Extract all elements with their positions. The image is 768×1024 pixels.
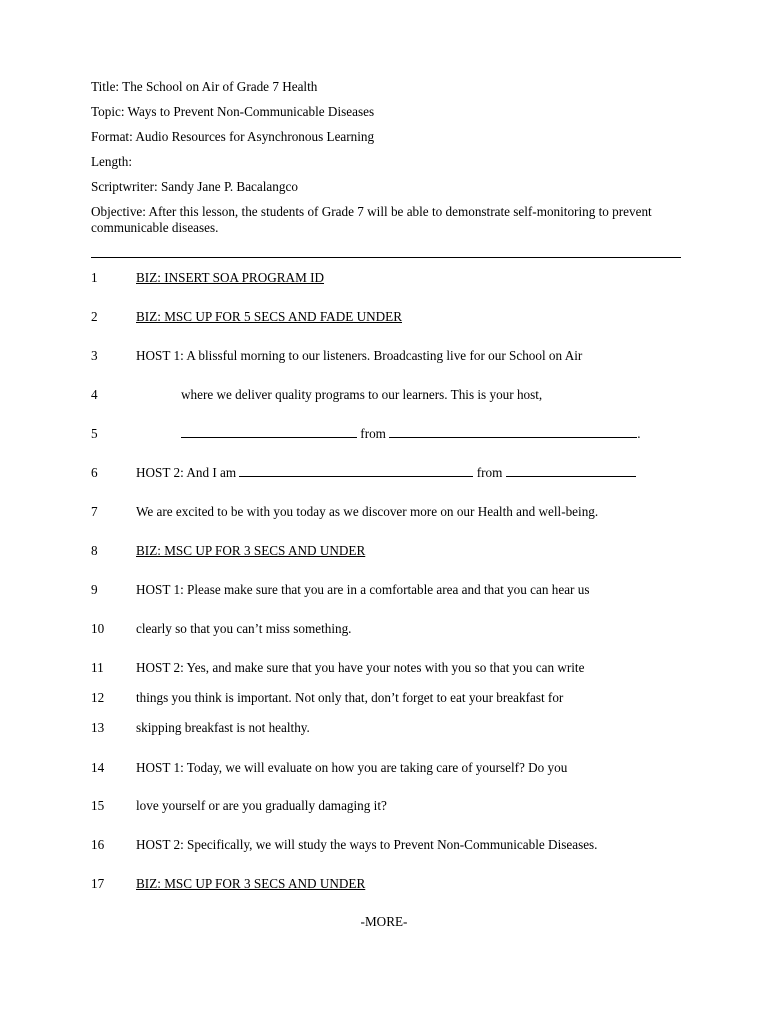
script-line — [91, 719, 691, 737]
header-divider — [91, 257, 681, 258]
line-number: 3 — [91, 348, 98, 363]
host2-name-blank — [239, 464, 473, 477]
line-number: 1 — [91, 270, 98, 285]
script-line — [91, 542, 691, 560]
line-number: 6 — [91, 465, 98, 480]
script-line — [91, 581, 691, 599]
line-text: things you think is important. Not only that, don’t forget to eat your breakfast for — [136, 690, 564, 705]
script-length: Length: — [91, 154, 133, 169]
line-text: skipping breakfast is not healthy. — [136, 720, 310, 735]
line-text: HOST 1: Please make sure that you are in a comfortable area and that you can hear us — [136, 582, 590, 597]
line-number: 10 — [91, 621, 105, 636]
line-text: HOST 1: Today, we will evaluate on how you are taking care of yourself? Do you — [136, 760, 568, 775]
line-text: We are excited to be with you today as we discover more on our Health and well-being. — [136, 504, 599, 519]
line-number: 11 — [91, 660, 104, 675]
script-line — [91, 797, 691, 815]
line-text: BIZ: INSERT SOA PROGRAM ID — [136, 270, 325, 285]
host-name-blank — [181, 425, 357, 438]
line-text: love yourself or are you gradually damaging it? — [136, 798, 387, 813]
line-number: 7 — [91, 504, 98, 519]
script-line — [91, 689, 691, 707]
line-number: 15 — [91, 798, 105, 813]
host2-origin-blank — [506, 464, 636, 477]
script-line — [91, 308, 691, 326]
script-line — [91, 269, 691, 287]
script-line — [91, 503, 691, 521]
script-line — [91, 464, 691, 482]
line-number: 9 — [91, 582, 98, 597]
script-line — [91, 659, 691, 677]
line-text: BIZ: MSC UP FOR 5 SECS AND FADE UNDER — [136, 309, 402, 324]
line-end-period: . — [637, 426, 641, 441]
script-title: Title: The School on Air of Grade 7 Health — [91, 79, 318, 94]
script-writer: Scriptwriter: Sandy Jane P. Bacalangco — [91, 179, 298, 194]
line-text: where we deliver quality programs to our learners. This is your host, — [181, 387, 543, 402]
line-text: HOST 2: Specifically, we will study the ways to Prevent Non-Communicable Diseases. — [136, 837, 598, 852]
line-text — [136, 464, 636, 482]
line-number: 2 — [91, 309, 98, 324]
script-line — [91, 347, 691, 365]
line-text: HOST 2: Yes, and make sure that you have your notes with you so that you can write — [136, 660, 585, 675]
line-number: 5 — [91, 426, 98, 441]
from-label: from — [360, 426, 386, 441]
script-line — [91, 875, 691, 893]
script-format: Format: Audio Resources for Asynchronous Learning — [91, 129, 375, 144]
script-line — [91, 620, 691, 638]
line-number: 16 — [91, 837, 105, 852]
line-number: 13 — [91, 720, 105, 735]
line-text: BIZ: MSC UP FOR 3 SECS AND UNDER — [136, 876, 366, 891]
line-number: 8 — [91, 543, 98, 558]
script-line — [91, 425, 691, 443]
script-line — [91, 836, 691, 854]
line-text — [181, 425, 641, 443]
line-number: 14 — [91, 760, 105, 775]
line-text: clearly so that you can’t miss something. — [136, 621, 352, 636]
line-number: 12 — [91, 690, 105, 705]
from-label: from — [476, 465, 503, 480]
line-number: 4 — [91, 387, 98, 402]
line-number: 17 — [91, 876, 105, 891]
host2-intro: HOST 2: And I am — [136, 465, 237, 480]
script-line — [91, 759, 691, 777]
script-objective: Objective: After this lesson, the students of Grade 7 will be able to demonstrate self-monitoring to prevent communicable diseases. — [91, 204, 652, 235]
line-text: HOST 1: A blissful morning to our listeners. Broadcasting live for our School on Air — [136, 348, 583, 363]
host-origin-blank — [389, 425, 637, 438]
more-indicator: -MORE- — [360, 914, 408, 929]
line-text: BIZ: MSC UP FOR 3 SECS AND UNDER — [136, 543, 366, 558]
script-line — [91, 386, 691, 404]
script-topic: Topic: Ways to Prevent Non-Communicable Diseases — [91, 104, 375, 119]
